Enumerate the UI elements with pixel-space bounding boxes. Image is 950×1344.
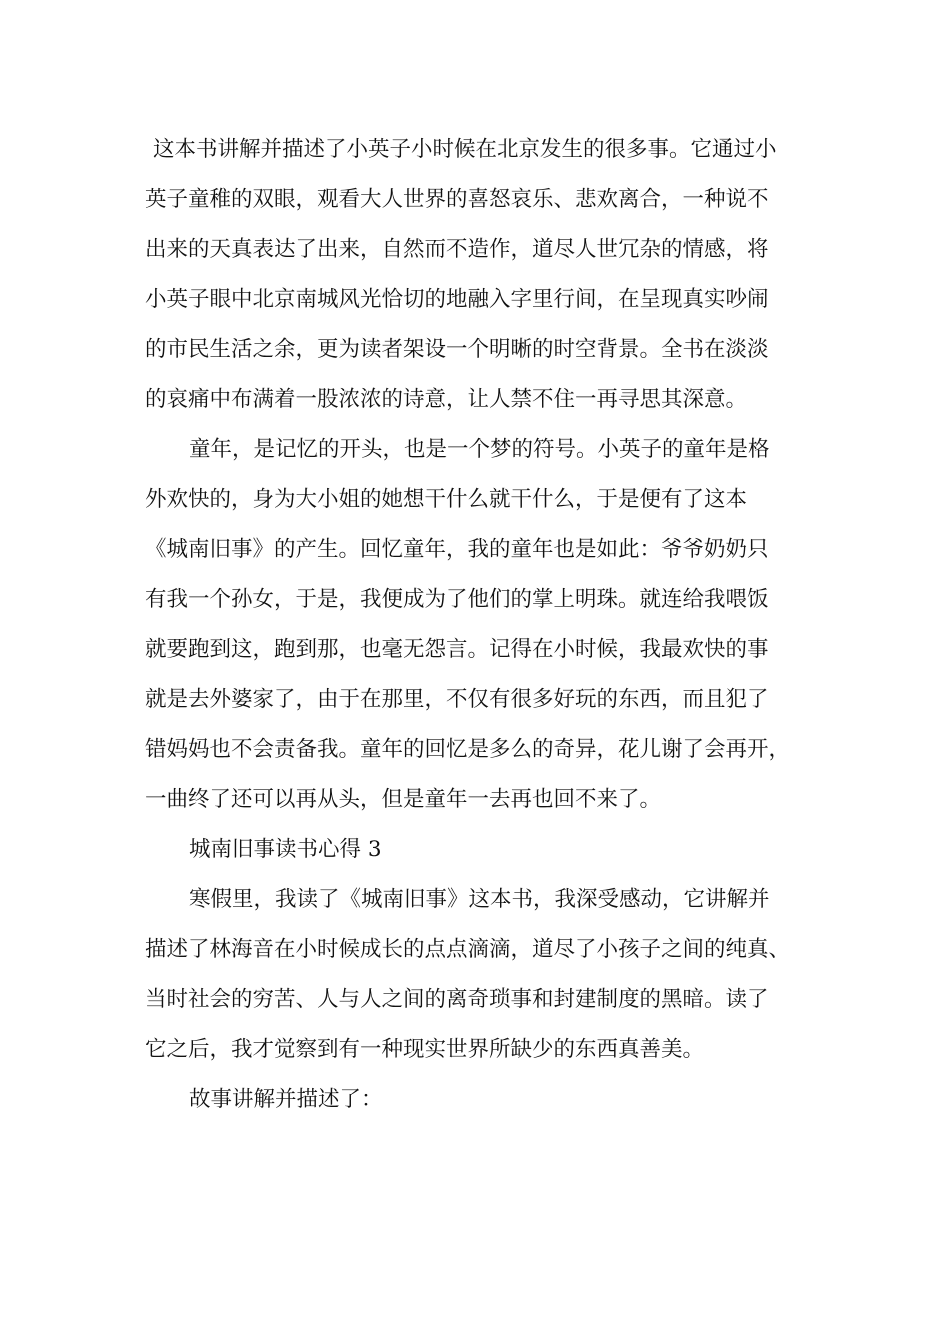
paragraph-1-line-3: 出来的天真表达了出来，自然而不造作，道尽人世冗杂的情感，将 [145,237,769,262]
paragraph-2-line-7: 错妈妈也不会责备我。童年的回忆是多么的奇异，花儿谢了会再开， [145,737,791,762]
paragraph-2-line-6: 就是去外婆家了，由于在那里，不仅有很多好玩的东西，而且犯了 [145,687,769,712]
paragraph-2-line-1: 童年，是记忆的开头，也是一个梦的符号。小英子的童年是格 [189,437,770,462]
section-heading: 城南旧事读书心得 3 [189,837,382,862]
paragraph-1-line-4: 小英子眼中北京南城风光恰切的地融入字里行间，在呈现真实吵闹 [145,287,769,312]
paragraph-1-line-5: 的市民生活之余，更为读者架设一个明晰的时空背景。全书在淡淡 [145,337,769,362]
paragraph-3-line-4: 它之后，我才觉察到有一种现实世界所缺少的东西真善美。 [145,1037,705,1062]
paragraph-3-line-2: 描述了林海音在小时候成长的点点滴滴，道尽了小孩子之间的纯真、 [145,937,791,962]
paragraph-2-line-8: 一曲终了还可以再从头，但是童年一去再也回不来了。 [145,787,662,812]
paragraph-4-line-1: 故事讲解并描述了： [189,1087,383,1112]
paragraph-3-line-3: 当时社会的穷苦、人与人之间的离奇琐事和封建制度的黑暗。读了 [145,987,769,1012]
paragraph-2-line-3: 《城南旧事》的产生。回忆童年，我的童年也是如此：爷爷奶奶只 [145,537,769,562]
paragraph-1-line-6: 的哀痛中布满着一股浓浓的诗意，让人禁不住一再寻思其深意。 [145,387,748,412]
paragraph-3-line-1: 寒假里，我读了《城南旧事》这本书，我深受感动，它讲解并 [189,887,770,912]
paragraph-2-line-4: 有我一个孙女，于是，我便成为了他们的掌上明珠。就连给我喂饭 [145,587,769,612]
paragraph-2-line-2: 外欢快的，身为大小姐的她想干什么就干什么，于是便有了这本 [145,487,748,512]
paragraph-1-line-2: 英子童稚的双眼，观看大人世界的喜怒哀乐、悲欢离合，一种说不 [145,187,769,212]
paragraph-2-line-5: 就要跑到这，跑到那，也毫无怨言。记得在小时候，我最欢快的事 [145,637,769,662]
paragraph-1-line-1: 这本书讲解并描述了小英子小时候在北京发生的很多事。它通过小 [153,137,777,162]
